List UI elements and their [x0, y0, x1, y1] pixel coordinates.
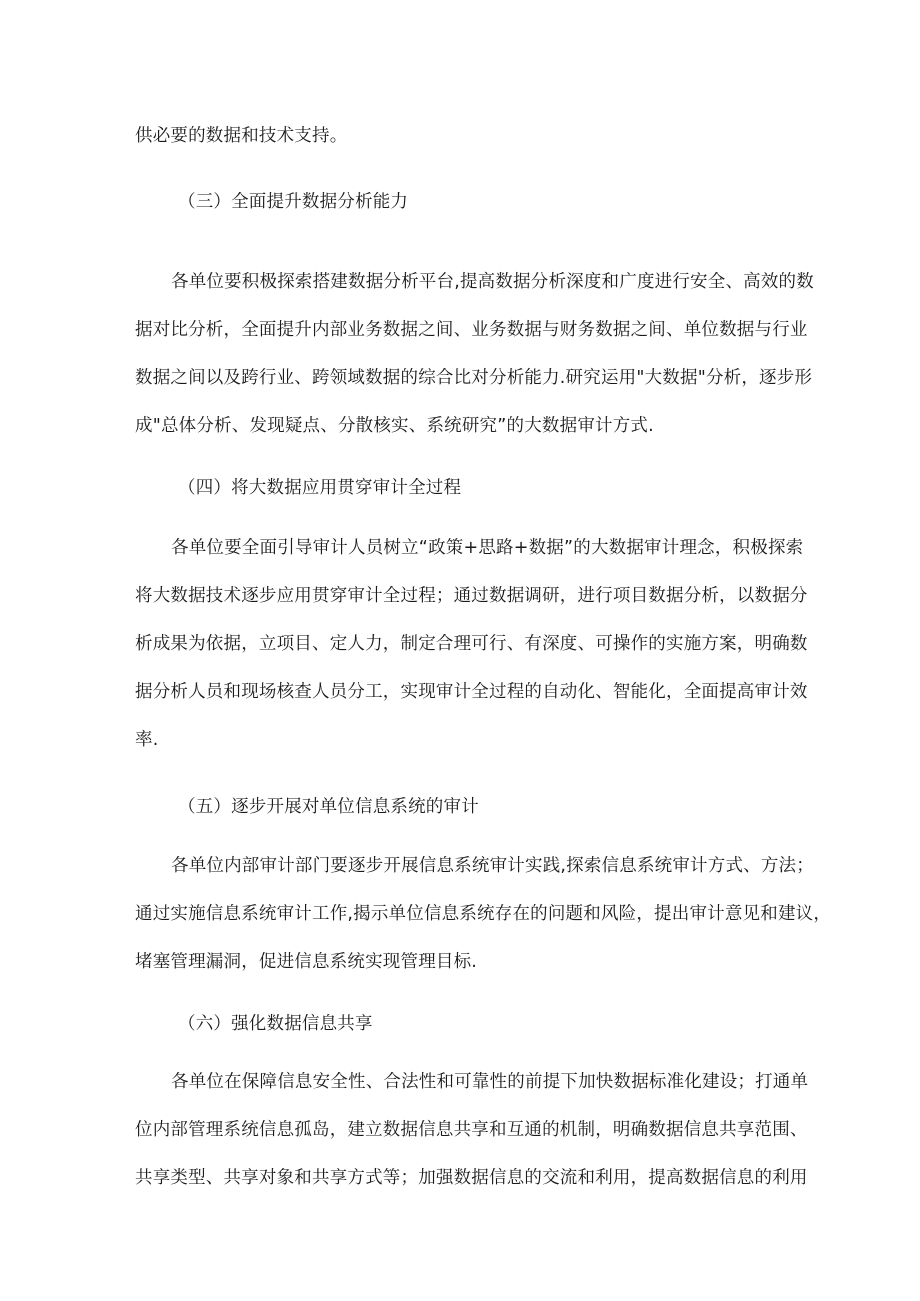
- paragraph-line: 各单位在保障信息安全性、合法性和可靠性的前提下加快数据标准化建设；打通单: [171, 1072, 809, 1092]
- section-heading-5: （五）逐步开展对单位信息系统的审计: [178, 797, 479, 817]
- paragraph-line: 各单位要积极探索搭建数据分析平台,提高数据分析深度和广度进行安全、高效的数: [171, 272, 814, 292]
- paragraph-line: 率.: [135, 730, 159, 750]
- section-heading-3: （三）全面提升数据分析能力: [178, 192, 409, 212]
- paragraph-line: 共享类型、共享对象和共享方式等；加强数据信息的交流和利用，提高数据信息的利用: [135, 1168, 808, 1188]
- paragraph-line: 将大数据技术逐步应用贯穿审计全过程；通过数据调研，进行项目数据分析，以数据分: [135, 586, 808, 606]
- paragraph-line: 数据之间以及跨行业、跨领域数据的综合比对分析能力.研究运用"大数据"分析，逐步形: [135, 368, 813, 388]
- paragraph-line: 析成果为依据，立项目、定人力，制定合理可行、有深度、可操作的实施方案，明确数: [135, 634, 808, 654]
- paragraph-line: 通过实施信息系统审计工作,揭示单位信息系统存在的问题和风险，提出审计意见和建议，: [135, 904, 832, 924]
- paragraph-line: 成"总体分析、发现疑点、分散核实、系统研究”的大数据审计方式.: [135, 416, 654, 436]
- section-heading-4: （四）将大数据应用贯穿审计全过程: [178, 478, 462, 498]
- paragraph-line: 各单位要全面引导审计人员树立“政策+思路+数据”的大数据审计理念，积极探索: [171, 538, 804, 558]
- section-heading-6: （六）强化数据信息共享: [178, 1014, 373, 1034]
- paragraph-line: 位内部管理系统信息孤岛，建立数据信息共享和互通的机制，明确数据信息共享范围、: [135, 1120, 808, 1140]
- paragraph-line: 堵塞管理漏洞，促进信息系统实现管理目标.: [135, 952, 478, 972]
- paragraph-line: 据对比分析，全面提升内部业务数据之间、业务数据与财务数据之间、单位数据与行业: [135, 320, 808, 340]
- paragraph-line: 供必要的数据和技术支持。: [135, 126, 348, 146]
- paragraph-line: 据分析人员和现场核查人员分工，实现审计全过程的自动化、智能化，全面提高审计效: [135, 682, 808, 702]
- paragraph-line: 各单位内部审计部门要逐步开展信息系统审计实践,探索信息系统审计方式、方法；: [171, 856, 814, 876]
